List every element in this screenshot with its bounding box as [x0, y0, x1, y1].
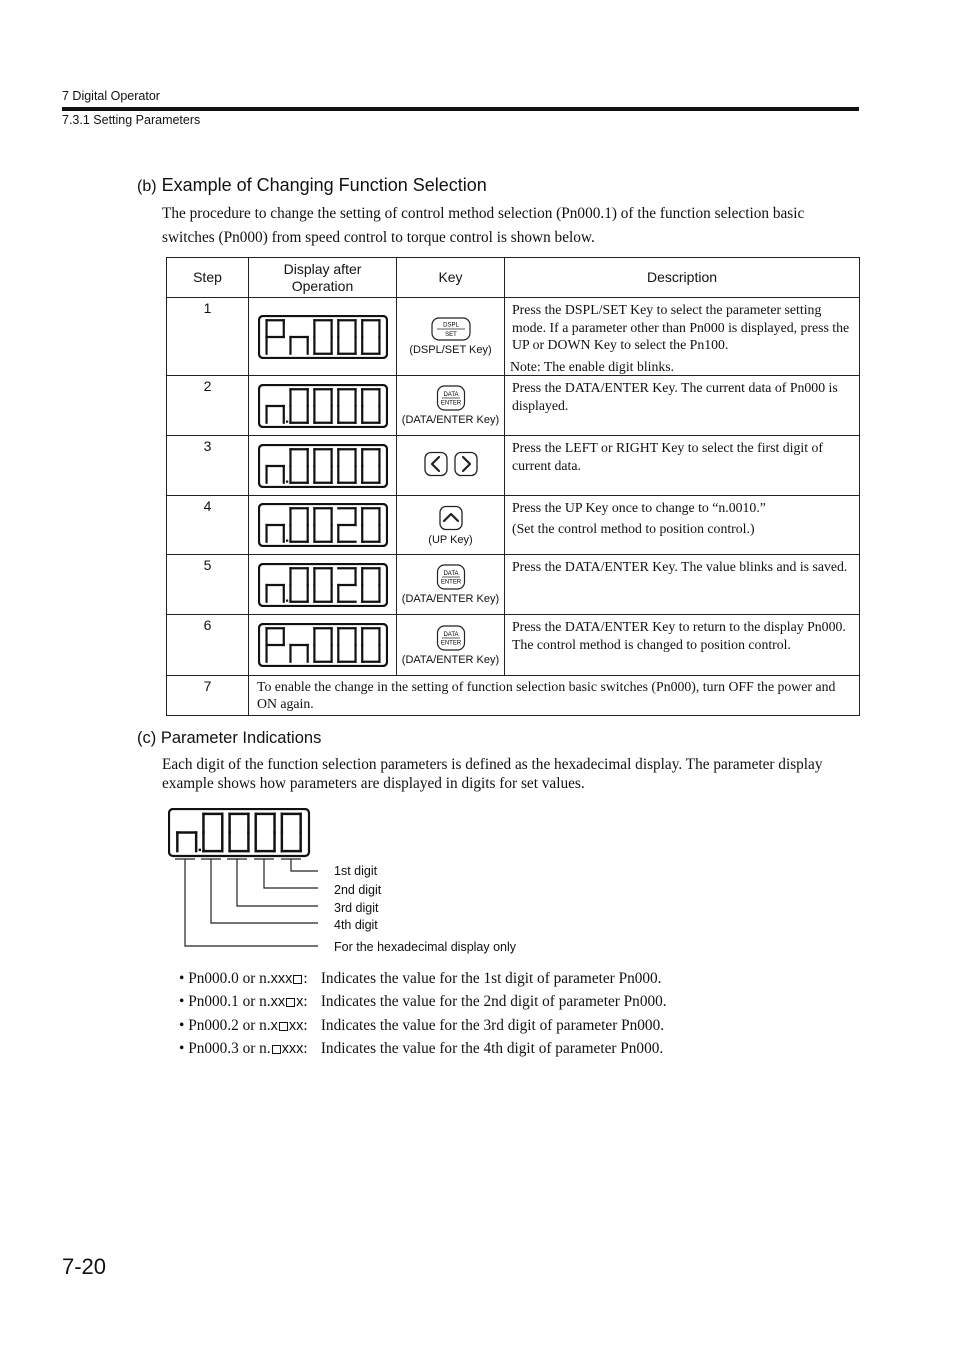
- description-note: (Set the control method to position control.): [512, 520, 755, 536]
- description-cell: [505, 555, 860, 615]
- section-b-title: [137, 175, 487, 196]
- data-key-bottom: ENTER: [440, 400, 461, 407]
- table-row: [167, 496, 860, 555]
- data-key-bottom: ENTER: [440, 640, 461, 646]
- steps-table: [166, 257, 860, 716]
- bullet-param: Pn000.0 or n.: [188, 970, 271, 987]
- lcd-digit: [290, 508, 307, 541]
- bullet-post: x: [296, 994, 304, 1011]
- key-caption: (DATA/ENTER Key): [401, 414, 500, 426]
- bullet-param: Pn000.3 or n.: [188, 1039, 271, 1057]
- key-cell: [397, 376, 505, 436]
- table-row: [167, 615, 860, 676]
- display-cell: [249, 436, 397, 496]
- digit-label-4th: 4th digit: [334, 918, 378, 932]
- dspl-key-bottom: SET: [444, 332, 457, 338]
- key-caption: (UP Key): [428, 533, 473, 546]
- description-text: To enable the change in the setting of function selection basic switches (Pn000), turn OFF the power and ON again.: [249, 676, 860, 716]
- bullet-text: Indicates the value for the 2nd digit of parameter Pn000.: [320, 993, 667, 1011]
- description-cell: [505, 615, 860, 676]
- display-cell: [249, 555, 397, 615]
- lcd-digit: [282, 814, 301, 851]
- step-number: 2: [167, 376, 249, 436]
- data-key-bottom: ENTER: [440, 579, 461, 586]
- lcd-digit: [256, 814, 275, 851]
- table-row: [167, 376, 860, 436]
- digit-box-icon: [279, 1022, 288, 1031]
- lcd-digit: [362, 508, 379, 541]
- header-key: Key: [397, 258, 505, 298]
- step-number: 3: [167, 436, 249, 496]
- display-cell: [249, 496, 397, 555]
- bullet-text: Indicates the value for the 4th digit of parameter Pn000.: [320, 1039, 664, 1057]
- digit-label-2nd: 2nd digit: [334, 883, 382, 897]
- lcd-digit: [177, 833, 201, 852]
- step-number: 6: [167, 615, 249, 676]
- step-number: 7: [167, 676, 249, 716]
- header-rule: [62, 107, 859, 111]
- table-row: [167, 298, 860, 376]
- display-cell: [249, 298, 397, 376]
- description-note: Note: The enable digit blinks.: [510, 358, 675, 374]
- key-caption: (DATA/ENTER Key): [401, 653, 500, 666]
- data-key-top: DATA: [442, 571, 459, 577]
- section-b-heading: Example of Changing Function Selection: [161, 175, 487, 195]
- bullet-pre: xx: [270, 994, 286, 1011]
- parameter-lcd: [169, 809, 309, 856]
- lcd-digit: [230, 814, 249, 851]
- display-cell: [249, 615, 397, 676]
- up-key-icon: [438, 505, 464, 531]
- list-item: • Pn000.0 or n.xxx : Indicates the value for the 1st digit of parameter Pn000.: [179, 970, 662, 987]
- lcd-digit: [314, 320, 331, 353]
- key-cell: [397, 298, 505, 376]
- header-description: Description: [505, 258, 860, 298]
- section-c-title: (c) Parameter Indications: [137, 729, 322, 747]
- data-enter-key-icon: [436, 625, 466, 651]
- section-b-label: (b): [137, 178, 157, 195]
- digit-box-icon: [272, 1045, 281, 1054]
- description-text: Press the DATA/ENTER Key to return to the display Pn000. The control method is changed to position control.: [512, 619, 846, 652]
- left-right-key-icon: [423, 451, 479, 477]
- lcd-digit: [290, 389, 307, 422]
- digit-label-3rd: 3rd digit: [334, 901, 379, 915]
- key-cell: [397, 496, 505, 555]
- lcd-digit: [290, 568, 307, 601]
- step-number: 4: [167, 496, 249, 555]
- lcd-digit: [338, 508, 355, 541]
- lcd-digit: [362, 389, 379, 422]
- lcd-display: [258, 563, 388, 607]
- table-row: [167, 676, 860, 716]
- lcd-display: [258, 384, 388, 428]
- key-cell: [397, 555, 505, 615]
- digit-box-icon: [293, 975, 302, 984]
- bullet-post: xx: [288, 1017, 304, 1034]
- page-number: 7-20: [62, 1254, 107, 1279]
- table-header-row: [167, 258, 860, 298]
- description-text: Press the LEFT or RIGHT Key to select the first digit of current data.: [512, 440, 824, 473]
- data-enter-key-icon: [436, 564, 466, 590]
- parameter-bullet-list: [179, 970, 667, 1063]
- lcd-digit: [314, 449, 331, 482]
- step-number: 5: [167, 555, 249, 615]
- digit-label-hex: For the hexadecimal display only: [334, 940, 517, 954]
- key-caption: (DATA/ENTER Key): [401, 593, 500, 605]
- list-item: • Pn000.2 or n.x xx: Indicates the value for the 3rd digit of parameter Pn000.: [179, 1016, 665, 1034]
- header-step: Step: [167, 258, 249, 298]
- header-display: Display after Operation: [249, 258, 397, 298]
- display-cell: [249, 376, 397, 436]
- lcd-digit: [290, 449, 307, 482]
- bullet-text: Indicates the value for the 3rd digit of parameter Pn000.: [320, 1016, 665, 1034]
- data-enter-key-icon: [436, 385, 466, 411]
- lcd-display: [258, 315, 388, 359]
- digit-leader-lines: [175, 859, 318, 946]
- lcd-display: [258, 623, 388, 667]
- lcd-digit: [266, 320, 283, 353]
- description-text: Press the DATA/ENTER Key. The current data of Pn000 is displayed.: [512, 380, 838, 413]
- key-cell: [397, 436, 505, 496]
- description-cell: [505, 298, 860, 376]
- key-cell: [397, 615, 505, 676]
- lcd-digit: [338, 628, 355, 661]
- description-cell: [505, 496, 860, 555]
- step-number: 1: [167, 298, 249, 376]
- header-section: 7.3.1 Setting Parameters: [62, 113, 201, 127]
- list-item: • Pn000.3 or n. xxx: Indicates the value for the 4th digit of parameter Pn000.: [179, 1039, 664, 1057]
- header-chapter: 7 Digital Operator: [62, 89, 160, 103]
- description-text: Press the DSPL/SET Key to select the parameter setting mode. If a parameter other than Pn000 is displayed, press the UP or DOWN Key to select the Pn100.: [512, 302, 850, 352]
- table-row: [167, 436, 860, 496]
- lcd-display: [258, 444, 388, 488]
- dspl-set-key-icon: [431, 317, 471, 341]
- lcd-digit: [266, 466, 288, 483]
- bullet-pre: xxx: [270, 971, 293, 987]
- lcd-digit: [266, 406, 288, 423]
- bullet-text: Indicates the value for the 1st digit of parameter Pn000.: [320, 970, 662, 987]
- description-cell: [505, 376, 860, 436]
- bullet-pre: x: [270, 1017, 278, 1034]
- lcd-digit: [314, 628, 331, 661]
- bullet-post: xxx: [281, 1040, 304, 1057]
- section-c-intro: Each digit of the function selection parameters is defined as the hexadecimal display. The parameter display example shows how parameters are displayed in digits for set values.: [162, 756, 823, 792]
- dspl-key-top: DSPL: [442, 322, 459, 329]
- lcd-digit: [266, 585, 288, 602]
- bullet-param: Pn000.1 or n.: [188, 993, 271, 1011]
- lcd-digit: [338, 568, 355, 601]
- section-b-intro: The procedure to change the setting of control method selection (Pn000.1) of the function selection basic switches (Pn000) from speed control to torque control is shown below.: [162, 205, 805, 246]
- digit-label-1st: 1st digit: [334, 864, 378, 878]
- lcd-digit: [266, 525, 288, 542]
- description-text: Press the DATA/ENTER Key. The value blinks and is saved.: [512, 559, 848, 574]
- lcd-digit: [203, 814, 222, 851]
- data-key-top: DATA: [442, 392, 459, 398]
- lcd-digit: [362, 320, 379, 353]
- list-item: • Pn000.1 or n.xx x: Indicates the value for the 2nd digit of parameter Pn000.: [179, 993, 667, 1011]
- parameter-indication-figure: [168, 808, 318, 953]
- key-caption: (DSPL/SET Key): [409, 344, 492, 356]
- description-cell: [505, 436, 860, 496]
- lcd-digit: [266, 628, 283, 661]
- lcd-digit: [338, 320, 355, 353]
- bullet-param: Pn000.2 or n.: [188, 1016, 271, 1034]
- lcd-display: [258, 503, 388, 547]
- lcd-digit: [338, 389, 355, 422]
- lcd-digit: [314, 389, 331, 422]
- lcd-digit: [362, 568, 379, 601]
- lcd-digit: [290, 337, 307, 354]
- lcd-digit: [338, 449, 355, 482]
- data-key-top: DATA: [442, 631, 459, 638]
- description-text: Press the UP Key once to change to “n.0010.”: [512, 500, 766, 515]
- lcd-digit: [314, 508, 331, 541]
- lcd-digit: [290, 645, 307, 662]
- lcd-digit: [362, 628, 379, 661]
- lcd-digit: [362, 449, 379, 482]
- digit-box-icon: [286, 998, 295, 1007]
- lcd-digit: [314, 568, 331, 601]
- table-row: [167, 555, 860, 615]
